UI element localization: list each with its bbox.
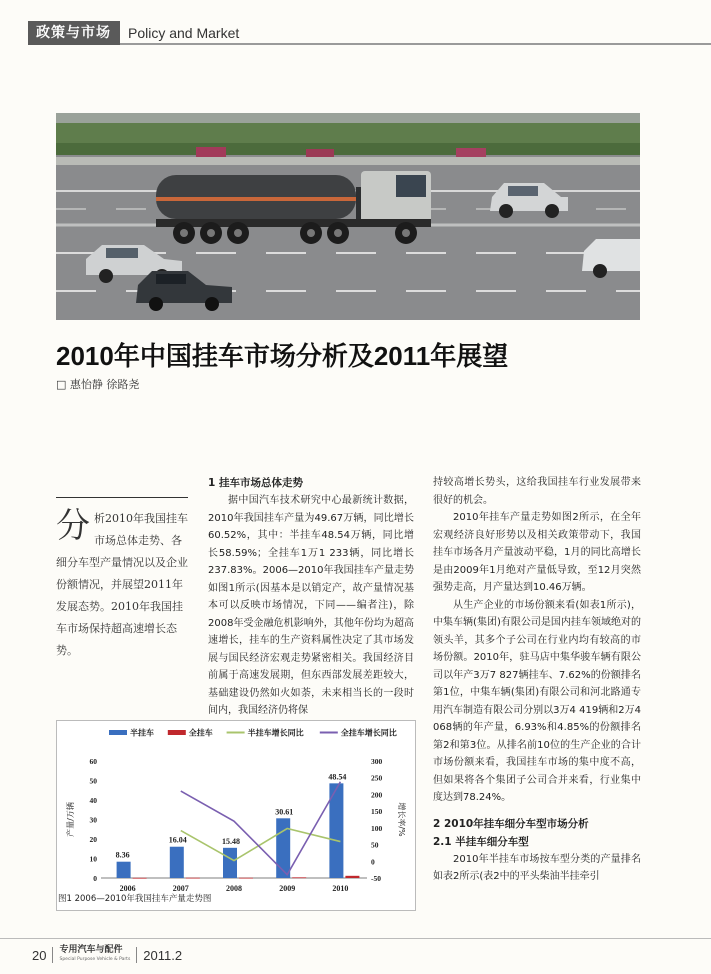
section-title-en: Policy and Market [128,25,240,41]
abstract-drop-cap: 分 [56,506,90,546]
y2-tick-label: 300 [371,757,383,766]
data-label: 30.61 [275,807,294,817]
y2-tick-label: 200 [371,790,383,800]
footer-separator [136,947,137,963]
section-header [0,21,711,45]
y-tick-label: 30 [89,815,97,825]
y2-axis-title: 增长率/% [397,802,406,837]
x-tick-label: 2009 [279,884,296,893]
bar-全挂车-2007 [186,878,200,879]
y-axis-title: 产量/万辆 [66,802,75,837]
bar-半挂车-2008 [223,848,237,878]
x-tick-label: 2010 [332,884,349,893]
legend-label-1: 全挂车 [188,728,213,738]
figure-1-caption: 图1 2006—2010年我国挂车产量走势图 [58,894,212,904]
y-tick-label: 60 [89,757,97,766]
page-number: 20 [32,947,47,963]
legend-label-0: 半挂车 [130,728,154,738]
figure-1 [56,720,416,911]
abstract-text: 析2010年我国挂车市场总体走势、各细分车型产量情况以及企业份额情况，并展望2011年发展态势。2010年我国挂车市场保持超高速增长态势。 [56,512,188,657]
abstract [56,497,188,662]
line-全挂车增长同比 [181,782,341,875]
section-rule [120,43,711,45]
y2-tick-label: 50 [371,840,379,850]
x-tick-label: 2007 [172,884,189,893]
article-title: 2010年中国挂车市场分析及2011年展望 [56,341,509,371]
production-chart [57,721,415,910]
data-label: 8.36 [115,850,130,860]
x-tick-label: 2008 [226,884,242,893]
data-label: 48.54 [328,772,347,782]
y2-tick-label: 0 [371,857,375,867]
body-column-right [433,474,641,886]
section-1-heading: 1 挂车市场总体走势 [208,477,303,489]
y2-tick-label: 250 [371,773,383,783]
body-column-middle [208,474,414,720]
article-authors: □ 惠怡静 徐路尧 [56,378,140,391]
magazine-name [59,946,130,964]
issue-number: 2011.2 [143,947,183,963]
legend-label-2: 半挂车增长同比 [247,728,304,738]
footer-rule [0,938,711,939]
section-2-1-heading: 2.1 半挂车细分车型 [433,835,529,848]
section-1-paragraph-1: 据中国汽车技术研究中心最新统计数据，2010年我国挂车产量为49.67万辆，同比增长60.52%，其中：半挂车48.54万辆，同比增长58.59%；全挂车1万1 233辆，同比增长237.83%。2006—2010年我国挂车产量走势如图1所示(因基本是以销定产，故产量情况基本可以反映市场情况，下同——编者注)，除2008年受金融危机影响外，其他年份均为超高速增长，挂车的生产资料属性决定了其市场发展与国民经济宏观走势紧密相关。我国经济目前属于高速发展期，但东西部发展差距较大，基础建设仍然如火如荼，未来相当长的一段时间内，我国经济仍将保 [208,495,414,716]
bar-全挂车-2008 [239,878,253,879]
footer-separator [52,947,53,963]
y-tick-label: 50 [89,776,97,786]
section-2-heading: 2 2010年挂车细分车型市场分析 [433,817,589,830]
data-label: 16.04 [168,835,187,845]
y2-tick-label: 100 [371,823,383,833]
section-1-paragraph-3: 从生产企业的市场份额来看(如表1所示)，中集车辆(集团)有限公司是国内挂车领域绝对的领头羊，其多个子公司在行业内均有较高的市场份额。2010年，驻马店中集华骏车辆有限公司以年产3万7 827辆挂车、7.62%的份额排名第1位，中集车辆(集团)有限公司和河北路通专用汽车制造有限公司分别以3万4 419辆和2万4 068辆的年产量，6.93%和4.85%的份额排名第2和第3位。从排名前10位的生产企业的合计市场份额来看，我国挂车市场的集中度不高，但如果将各个集团子公司合并来看，行业集中度达到78.24%。 [433,599,641,803]
y2-tick-label: 150 [371,807,383,817]
bar-全挂车-2006 [133,878,147,879]
legend-label-3: 全挂车增长同比 [340,728,397,738]
y-tick-label: 40 [89,796,97,805]
bar-半挂车-2006 [117,862,131,878]
y-tick-label: 0 [93,874,97,883]
section-1-paragraph-2: 2010年挂车产量走势如图2所示，在全年宏观经济良好形势以及相关政策带动下，我国挂车市场各月产量波动平稳，1月的同比高增长是由2009年1月绝对产量低导致，至12月突然强势走高，月产量达到10.46万辆。 [433,512,641,593]
magazine-name-en: Special Purpose Vehicle & Parts [59,957,131,962]
bar-全挂车-2009 [292,877,306,878]
data-label: 15.48 [222,836,240,846]
section-1-paragraph-1-continued: 持较高增长势头，这给我国挂车行业发展带来很好的机会。 [433,477,641,506]
bar-全挂车-2010 [345,876,359,878]
legend-swatch-1 [168,730,186,735]
bar-半挂车-2007 [170,847,184,878]
y2-tick-label: -50 [371,874,381,883]
bar-半挂车-2009 [276,818,290,878]
section-tab [28,21,120,45]
y-tick-label: 10 [89,854,97,864]
line-半挂车增长同比 [181,829,341,861]
section-2-1-paragraph-1: 2010年半挂车市场按车型分类的产量排名如表2所示(表2中的平头柴油半挂牵引 [433,853,641,882]
magazine-name-cn: 专用汽车与配件 [59,945,123,955]
page-footer [32,946,182,964]
section-title-cn: 政策与市场 [36,25,111,41]
legend-swatch-0 [109,730,127,735]
y-tick-label: 20 [89,835,97,844]
hero-photo [56,113,640,320]
x-tick-label: 2006 [119,884,136,893]
